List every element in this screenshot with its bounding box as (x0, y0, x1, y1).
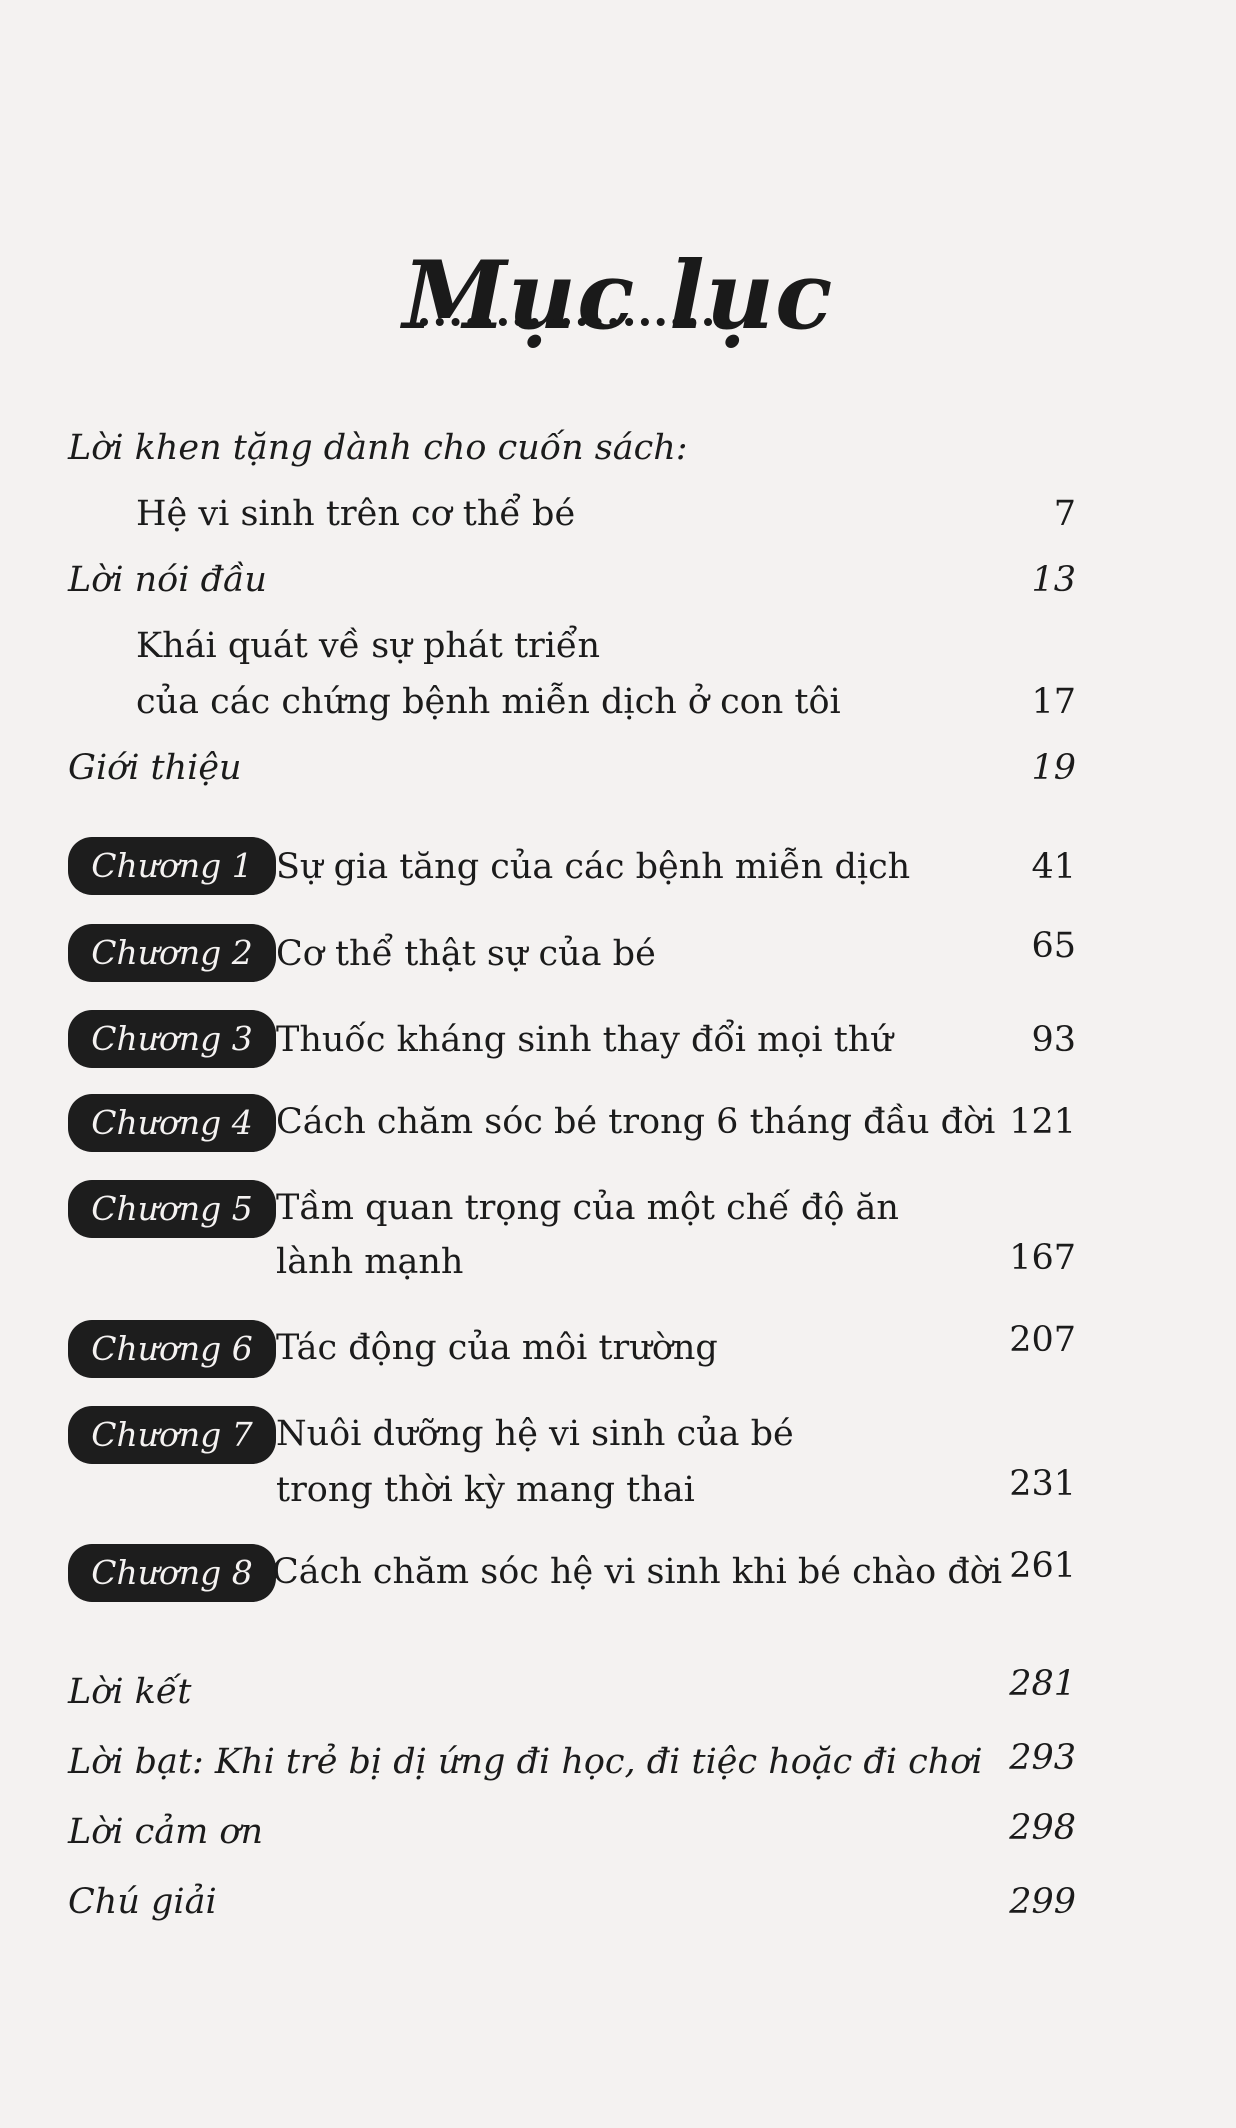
toc-chapter-5 (0, 1186, 1236, 1282)
entry-page-number: 17 (1031, 682, 1076, 722)
chapter-page-number: 261 (1009, 1546, 1076, 1586)
chapter-badge: Chương 1 (68, 837, 276, 895)
entry-title: Giới thiệu (68, 748, 242, 788)
chapter-title: Tầm quan trọng của một chế độ ăn (276, 1188, 899, 1228)
toc-entry-epilogue (0, 1664, 1236, 1730)
entry-page-number: 281 (1009, 1664, 1076, 1704)
toc-entry-preface (0, 558, 1236, 618)
entry-page-number: 19 (1031, 748, 1076, 788)
toc-chapter-7 (0, 1412, 1236, 1510)
chapter-page-number: 207 (1009, 1320, 1076, 1360)
chapter-title: Tác động của môi trường (276, 1328, 718, 1368)
entry-page-number: 13 (1031, 560, 1076, 600)
chapter-page-number: 167 (1009, 1238, 1076, 1278)
toc-chapter-8 (0, 1546, 1236, 1610)
entry-title: Lời cảm ơn (68, 1812, 264, 1852)
chapter-title: Cách chăm sóc bé trong 6 tháng đầu đời (276, 1102, 996, 1142)
toc-chapter-3 (0, 1018, 1236, 1078)
title-dotted-divider (420, 318, 728, 326)
chapter-page-number: 41 (1031, 847, 1076, 887)
chapter-page-number: 231 (1009, 1464, 1076, 1504)
entry-title: Lời nói đầu (68, 560, 267, 600)
toc-chapter-6 (0, 1320, 1236, 1386)
entry-title: Khái quát về sự phát triển (136, 626, 601, 666)
entry-title: Lời khen tặng dành cho cuốn sách: (68, 428, 688, 468)
entry-page-number: 298 (1009, 1808, 1076, 1848)
page-title: Mục lục (402, 240, 834, 351)
toc-entry-introduction (0, 746, 1236, 806)
entry-title: Lời bạt: Khi trẻ bị dị ứng đi học, đi tiệc hoặc đi chơi (68, 1742, 983, 1782)
chapter-title: Cơ thể thật sự của bé (276, 934, 656, 974)
chapter-page-number: 65 (1031, 926, 1076, 966)
chapter-title: Cách chăm sóc hệ vi sinh khi bé chào đời (272, 1552, 1003, 1592)
chapter-title-line2: lành mạnh (276, 1242, 464, 1282)
toc-entry-afterword (0, 1740, 1236, 1800)
chapter-title: Sự gia tăng của các bệnh miễn dịch (276, 847, 911, 887)
chapter-badge: Chương 6 (68, 1320, 276, 1378)
toc-entry-overview-line2 (0, 680, 1236, 740)
chapter-badge: Chương 5 (68, 1180, 276, 1238)
toc-entry-notes (0, 1880, 1236, 1940)
toc-chapter-2 (0, 926, 1236, 992)
chapter-badge: Chương 3 (68, 1010, 276, 1068)
toc-chapter-1 (0, 845, 1236, 905)
chapter-page-number: 121 (1009, 1102, 1076, 1142)
entry-page-number: 299 (1009, 1882, 1076, 1922)
entry-title: Hệ vi sinh trên cơ thể bé (136, 494, 576, 534)
toc-entry-overview-line1 (0, 624, 1236, 684)
chapter-title-line2: trong thời kỳ mang thai (276, 1470, 695, 1510)
entry-title: của các chứng bệnh miễn dịch ở con tôi (136, 682, 841, 722)
toc-entry-praise-sub (0, 492, 1236, 552)
chapter-badge: Chương 2 (68, 924, 276, 982)
entry-page-number: 7 (1053, 494, 1076, 534)
entry-title: Lời kết (68, 1672, 192, 1712)
chapter-badge: Chương 8 (68, 1544, 276, 1602)
entry-title: Chú giải (68, 1882, 217, 1922)
chapter-title: Thuốc kháng sinh thay đổi mọi thứ (276, 1020, 893, 1060)
toc-entry-praise (0, 426, 1236, 486)
toc-chapter-4 (0, 1100, 1236, 1160)
chapter-badge: Chương 7 (68, 1406, 276, 1464)
chapter-title: Nuôi dưỡng hệ vi sinh của bé (276, 1414, 794, 1454)
chapter-page-number: 93 (1031, 1020, 1076, 1060)
chapter-badge: Chương 4 (68, 1094, 276, 1152)
entry-page-number: 293 (1009, 1738, 1076, 1778)
toc-entry-acknowledgements (0, 1810, 1236, 1870)
